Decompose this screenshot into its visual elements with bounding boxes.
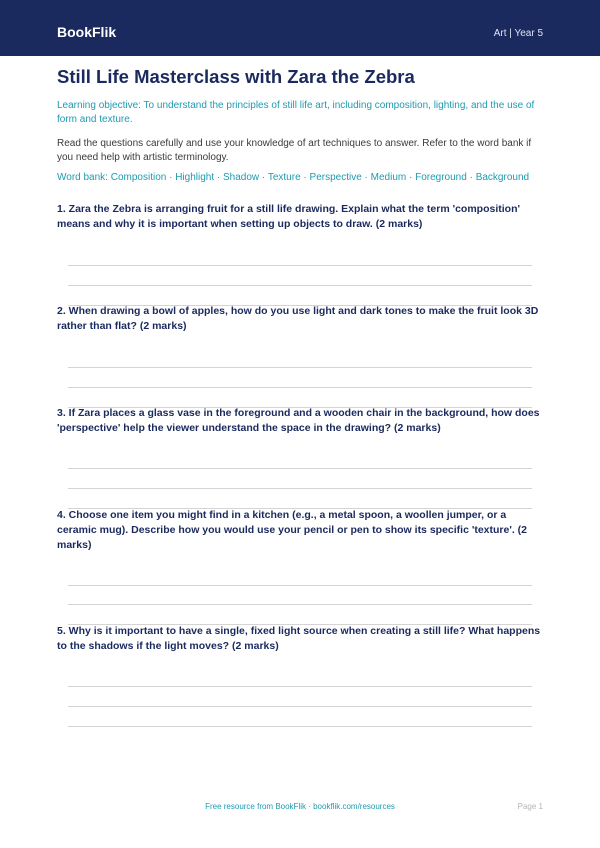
answer-line-4b[interactable] bbox=[68, 604, 532, 605]
answer-line-2a[interactable] bbox=[68, 367, 532, 368]
question-5: 5. Why is it important to have a single, fixed light source when creating a still life? What happens to the shadows if the light moves? (2 marks) bbox=[57, 625, 541, 652]
subject-year-label: Art | Year 5 bbox=[493, 28, 543, 39]
answer-line-5b[interactable] bbox=[68, 706, 532, 707]
answer-line-3b[interactable] bbox=[68, 488, 532, 489]
learning-objective: Learning objective: To understand the principles of still life art, including composition, lighting, and the use of form and texture. bbox=[57, 100, 535, 125]
answer-line-5c[interactable] bbox=[68, 726, 532, 727]
worksheet-title: Still Life Masterclass with Zara the Zebra bbox=[57, 66, 415, 87]
answer-line-4a[interactable] bbox=[68, 585, 532, 586]
word-bank: Word bank: Composition · Highlight · Shadow · Texture · Perspective · Medium · Foreground · Background bbox=[57, 172, 530, 183]
answer-line-1a[interactable] bbox=[68, 265, 532, 266]
footer-resource-link[interactable]: Free resource from BookFlik · bookflik.com/resources bbox=[205, 802, 395, 811]
question-3: 3. If Zara places a glass vase in the foreground and a wooden chair in the background, how does 'perspective' help the viewer understand the space in the drawing? (2 marks) bbox=[57, 407, 540, 434]
header-bar bbox=[0, 0, 600, 56]
page-number: Page 1 bbox=[517, 802, 543, 811]
answer-line-5a[interactable] bbox=[68, 686, 532, 687]
answer-line-1b[interactable] bbox=[68, 285, 532, 286]
answer-line-3a[interactable] bbox=[68, 468, 532, 469]
question-4: 4. Choose one item you might find in a kitchen (e.g., a metal spoon, a woollen jumper, or a ceramic mug). Describe how you would use your pencil or pen to show its specific 'texture'. (2 marks) bbox=[57, 509, 528, 551]
question-1: 1. Zara the Zebra is arranging fruit for a still life drawing. Explain what the term 'composition' means and why it is important when setting up objects to draw. (2 marks) bbox=[57, 203, 520, 230]
brand-logo-text[interactable]: BookFlik bbox=[57, 24, 117, 40]
answer-line-2b[interactable] bbox=[68, 387, 532, 388]
question-2: 2. When drawing a bowl of apples, how do you use light and dark tones to make the fruit look 3D rather than flat? (2 marks) bbox=[57, 305, 539, 332]
instructions-text: Read the questions carefully and use your knowledge of art techniques to answer. Refer to the word bank if you need help with artistic terminology. bbox=[57, 138, 532, 163]
